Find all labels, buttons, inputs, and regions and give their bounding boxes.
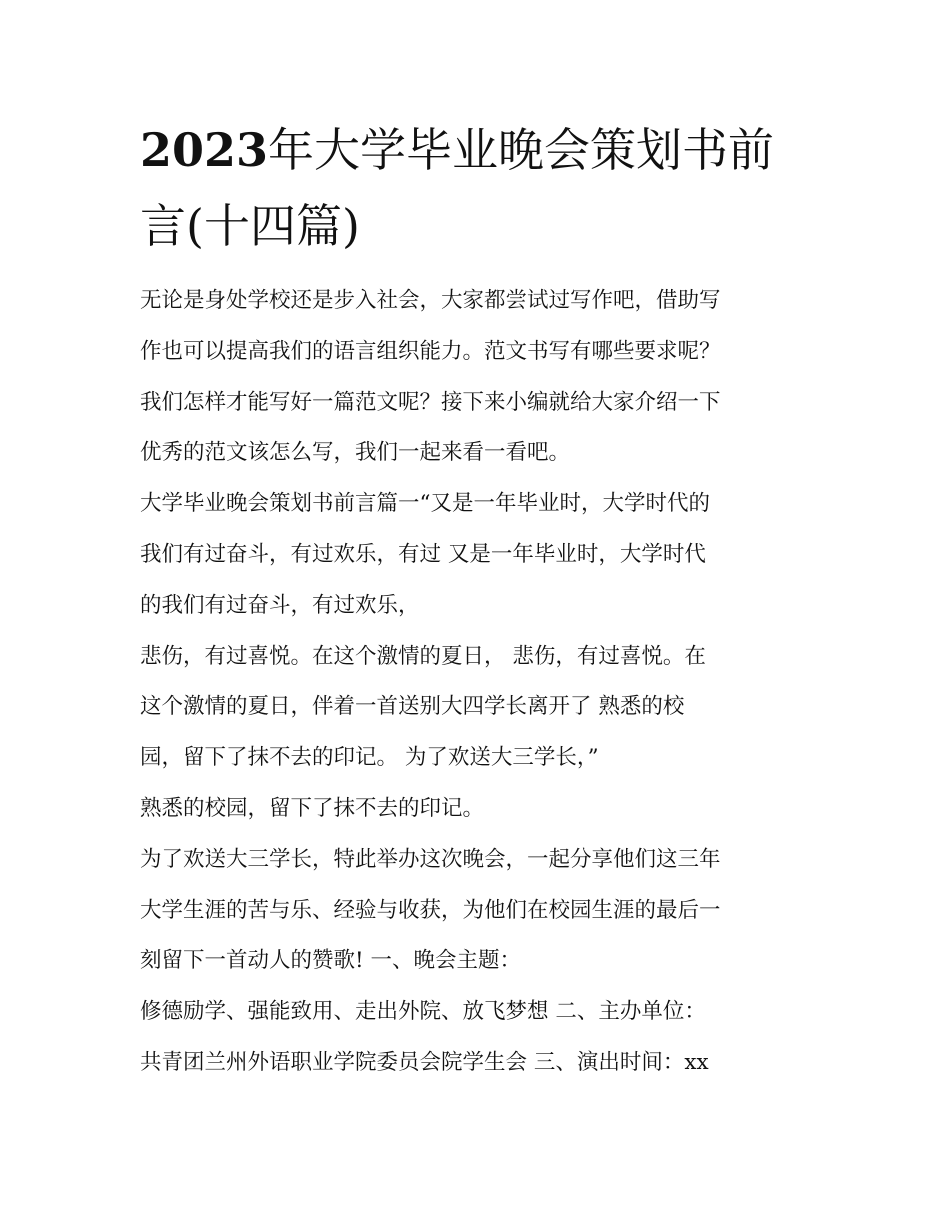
body-line: 这个激情的夏日，伴着一首送别大四学长离开了 熟悉的校 (140, 694, 685, 720)
body-line: 熟悉的校园，留下了抹不去的印记。 (140, 795, 485, 821)
title-line2-text: 言(十四篇) (140, 199, 360, 253)
title-year: 2023 (140, 123, 269, 177)
body-line: 作也可以提高我们的语言组织能力。范文书写有哪些要求呢？ (140, 338, 721, 364)
body-line: 大学生涯的苦与乐、经验与收获，为他们在校园生涯的最后一 (140, 897, 721, 923)
body-line: 我们有过奋斗，有过欢乐，有过 又是一年毕业时，大学时代 (140, 541, 706, 567)
body-line: 刻留下一首动人的赞歌! 一、晚会主题： (140, 948, 521, 974)
body-line: 为了欢送大三学长，特此举办这次晚会，一起分享他们这三年 (140, 846, 721, 872)
body-line: 优秀的范文该怎么写，我们一起来看一看吧。 (140, 440, 571, 466)
body-line: 园，留下了抹不去的印记。 为了欢送大三学长，” (140, 745, 599, 771)
document-title (140, 112, 820, 264)
body-line: 共青团兰州外语职业学院委员会院学生会 三、演出时间：xx (140, 1049, 709, 1075)
document-body (140, 276, 830, 1089)
body-line: 无论是身处学校还是步入社会，大家都尝试过写作吧，借助写 (140, 288, 721, 313)
body-line: 修德励学、强能致用、走出外院、放飞梦想 二、主办单位： (140, 999, 706, 1025)
title-line1-text: 年大学毕业晚会策划书前 (268, 123, 775, 177)
body-line: 我们怎样才能写好一篇范文呢？接下来小编就给大家介绍一下 (140, 389, 721, 415)
body-line: 大学毕业晚会策划书前言篇一“又是一年毕业时，大学时代的 (140, 491, 710, 517)
body-line: 悲伤，有过喜悦。在这个激情的夏日， 悲伤，有过喜悦。在 (140, 643, 706, 669)
body-line: 的我们有过奋斗，有过欢乐， (140, 592, 420, 618)
